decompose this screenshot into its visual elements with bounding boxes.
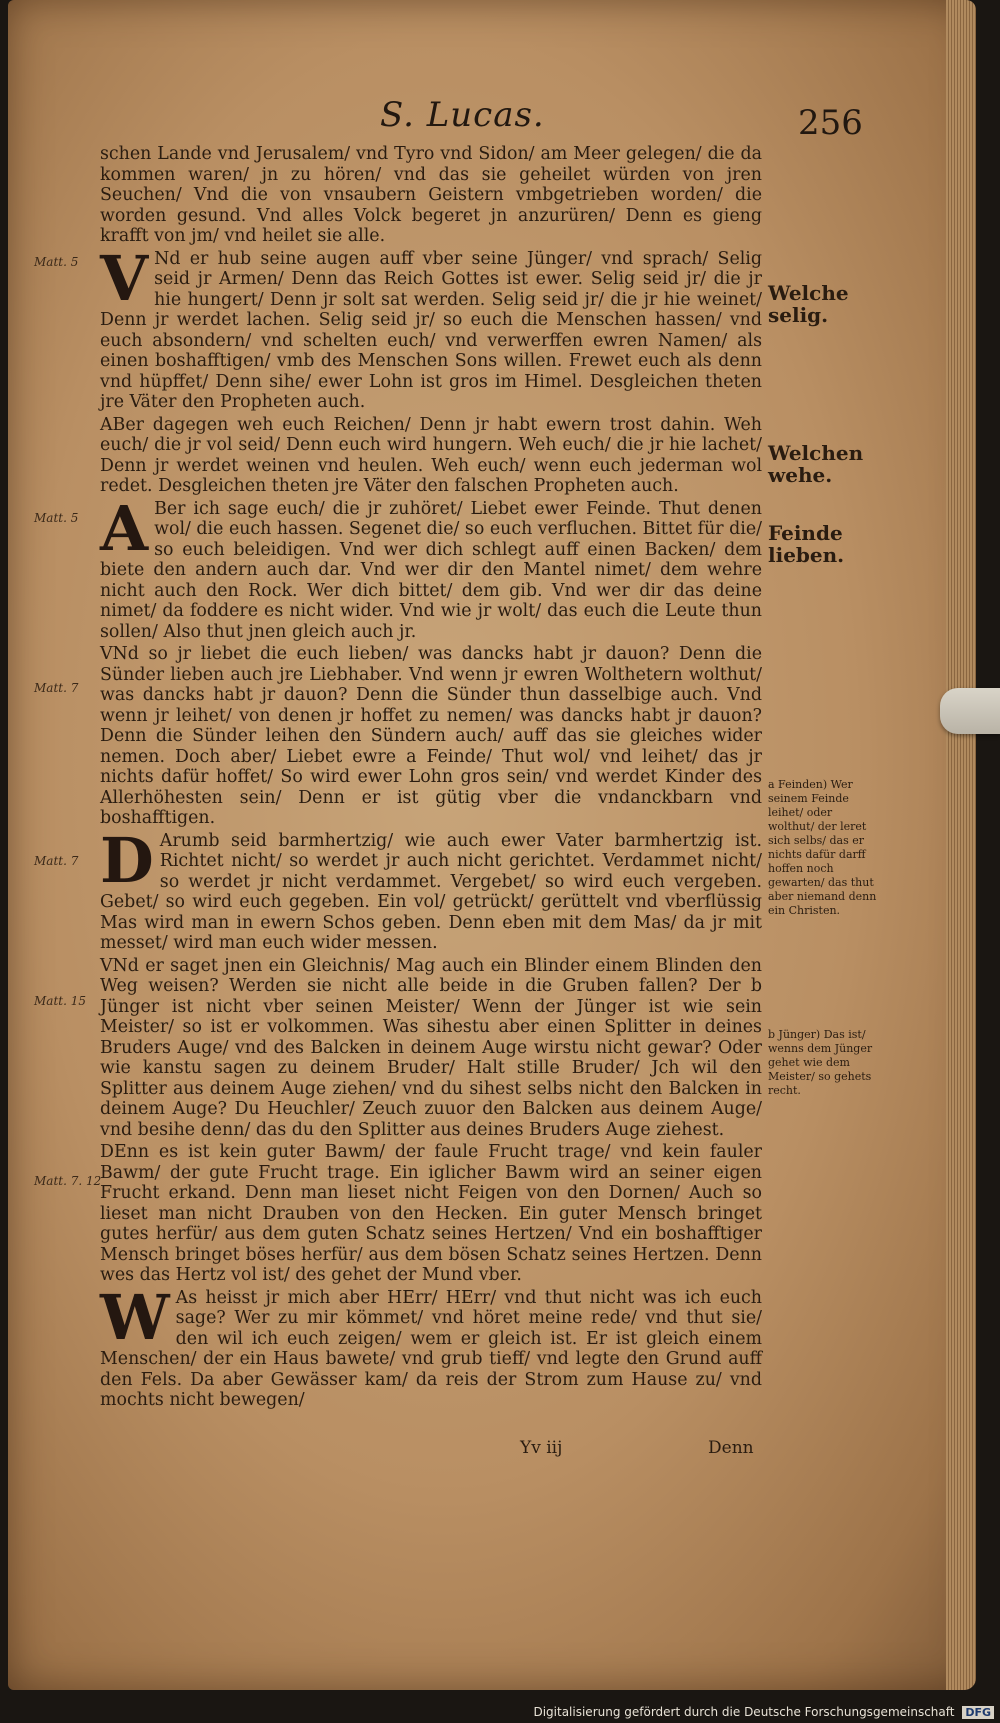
drop-initial: A xyxy=(100,491,149,565)
gloss-note-b: b Jünger) Das ist/ wenns dem Jünger gehet wie dem Meister/ so gehets recht. xyxy=(768,1028,873,1097)
paragraph: DEnn es ist kein guter Bawm/ der faule Frucht trage/ vnd kein fauler Bawm/ der gute Frucht trage. Ein iglicher Bawm wird an seiner eigen Frucht erkand. Denn man lieset nicht Feigen von den Dornen/ Auch so lieset man nicht Drauben von den Hecken. Ein guter Mensch bringet gutes herfür/ aus dem guten Schatz seines Hertzen/ Vnd ein boshafftiger Mensch bringet böses herfür/ aus dem bösen Schatz seines Hertzen. Denn wes das Hertz vol ist/ des gehet der Mund vber. xyxy=(100,1142,762,1285)
paragraph: VNd er saget jnen ein Gleichnis/ Mag auch ein Blinder einem Blinden den Weg weisen? Werden sie nicht alle beide in die Gruben fallen? Der b Jünger ist nicht vber seinen Meister/ Wenn der Jünger ist wie sein Meister/ so ist er volkommen. Was sihestu aber einen Splitter in deines Bruders Auge/ vnd des Balcken in deinem Auge wirstu nicht gewar? Oder wie kanstu sagen zu deinem Bruder/ Halt stille Bruder/ Jch wil den Splitter aus deinem Auge ziehen/ vnd du sihest selbs nicht den Balcken in deinem Auge? Du Heuchler/ Zeuch zuuor den Balcken aus deinem Auge/ vnd besihe denn/ das du den Splitter aus deines Bruders Auge ziehest. xyxy=(100,955,762,1140)
paragraph-text: Arumb seid barmhertzig/ wie auch ewer Vater barmhertzig ist. Richtet nicht/ so werdet jr auch nicht gerichtet. Verdammet nicht/ so werdet jr nicht verdammet. Vergebet/ so wird euch vergeben. Gebet/ so wird euch gegeben. Ein vol/ getrückt/ gerüttelt vnd vberflüssig Mas wird man in ewern Schos geben. Denn eben mit dem Mas/ da jr mit messet/ wird man euch wider messen. xyxy=(100,830,762,953)
margin-ref: Matt. 5 xyxy=(34,255,79,269)
gloss-selig: Welche selig. xyxy=(768,281,849,327)
margin-ref: Matt. 7. 12 xyxy=(34,1174,102,1188)
margin-ref: Matt. 7 xyxy=(34,681,79,695)
catchword: Denn xyxy=(708,1438,754,1458)
page-number: 256 xyxy=(798,103,863,143)
paragraph xyxy=(100,823,762,954)
running-head: S. Lucas. xyxy=(380,95,545,135)
margin-ref: Matt. 5 xyxy=(34,511,79,525)
margin-ref: Matt. 15 xyxy=(34,994,86,1008)
body-text xyxy=(100,144,762,1413)
dfg-logo: DFG xyxy=(962,1706,994,1719)
paragraph-text: As heisst jr mich aber HErr/ HErr/ vnd thut nicht was ich euch sage? Wer zu mir kömmet/ vnd höret meine rede/ vnd thut sie/ den wil ich euch zeigen/ wem er gleich ist. Er ist gleich einem Menschen/ der ein Haus bawete/ vnd grub tieff/ vnd legte den Grund auff den Fels. Da aber Gewässer kam/ da reis der Strom zum Hause zu/ vnd mochts nicht bewegen/ xyxy=(100,1287,762,1410)
paragraph xyxy=(100,491,762,643)
bookmark-ribbon xyxy=(940,688,1000,734)
paragraph xyxy=(100,1280,762,1411)
gloss-feinde: Feinde lieben. xyxy=(768,521,845,567)
drop-initial: D xyxy=(100,823,154,897)
drop-initial: W xyxy=(100,1280,170,1354)
paragraph: VNd so jr liebet die euch lieben/ was dancks habt jr dauon? Denn die Sünder lieben auch jre Liebhaber. Vnd wenn jr ewren Wolthetern wolthut/ was dancks habt jr dauon? Denn die Sünder thun dasselbige auch. Vnd wenn jr leihet/ von denen jr hoffet zu nemen/ was dancks habt jr dauon? Denn die Sünder leihen den Sündern auch/ auff das sie gleiches wider nemen. Doch aber/ Liebet ewre a Feinde/ Thut wol/ vnd leihet/ das jr nichts dafür hoffet/ So wird ewer Lohn gros sein/ vnd werdet Kinder des Allerhöhesten sein/ Denn er ist gütig vber die vndanckbarn vnd boshafftigen. xyxy=(100,644,762,828)
page-edge xyxy=(946,0,976,1690)
paragraph-text: Nd er hub seine augen auff vber seine Jünger/ vnd sprach/ Selig seid jr Armen/ Denn das Reich Gottes ist ewer. Selig seid jr/ die jr hie hungert/ Denn jr solt sat werden. Selig seid jr/ die jr hie weinet/ Denn jr werdet lachen. Selig seid jr/ so euch die Menschen hassen/ vnd euch absondern/ vnd schelten euch/ vnd verwerffen ewren Namen/ als einen boshafftigen/ vmb des Menschen Sons willen. Frewet euch als denn vnd hüpffet/ Denn sihe/ ewer Lohn ist gros im Himel. Desgleichen theten jre Väter den Propheten auch. xyxy=(100,248,762,412)
footer-credit: Digitalisierung gefördert durch die Deutsche Forschungsgemeinschaft xyxy=(533,1705,955,1719)
paragraph: ABer dagegen weh euch Reichen/ Denn jr habt ewern trost dahin. Weh euch/ die jr vol seid/ Denn euch wird hungern. Weh euch/ die jr hie lachet/ Denn jr werdet weinen vnd heulen. Weh euch/ wenn euch jederman wol redet. Desgleichen theten jre Väter den falschen Propheten auch. xyxy=(100,414,762,496)
paragraph-text: Ber ich sage euch/ die jr zuhöret/ Liebet ewer Feinde. Thut denen wol/ die euch hassen. Segenet die/ so euch verfluchen. Bittet für die/ so euch beleidigen. Vnd wer dich schlegt auff einen Backen/ dem biete den andern auch dar. Vnd wer dir den Mantel nimet/ dem wehre nicht auch den Rock. Wer dich bittet/ dem gib. Vnd wer dir das deine nimet/ da foddere es nicht wider. Vnd wie jr wolt/ das euch die Leute thun sollen/ Also thut jnen gleich auch jr. xyxy=(100,498,762,642)
gloss-note-a: a Feinden) Wer seinem Feinde leihet/ oder wolthut/ der leret sich selbs/ das er nichts dafür darff hoffen noch gewarten/ das thut aber niemand denn ein Christen. xyxy=(768,778,877,917)
signature-mark: Yv iij xyxy=(520,1438,563,1458)
margin-ref: Matt. 7 xyxy=(34,854,79,868)
gloss-wehe: Welchen wehe. xyxy=(768,441,864,487)
digitization-footer xyxy=(0,1705,994,1719)
drop-initial: V xyxy=(100,241,149,315)
paragraph: schen Lande vnd Jerusalem/ vnd Tyro vnd Sidon/ am Meer gelegen/ die da kommen waren/ jn zu hören/ vnd das sie geheilet würden von jren Seuchen/ Vnd die von vnsaubern Geistern vmbgetrieben worden/ die worden gesund. Vnd alles Volck begeret jn anzurüren/ Denn es gieng krafft von jm/ vnd heilet sie alle. xyxy=(100,144,762,246)
paragraph xyxy=(100,241,762,413)
